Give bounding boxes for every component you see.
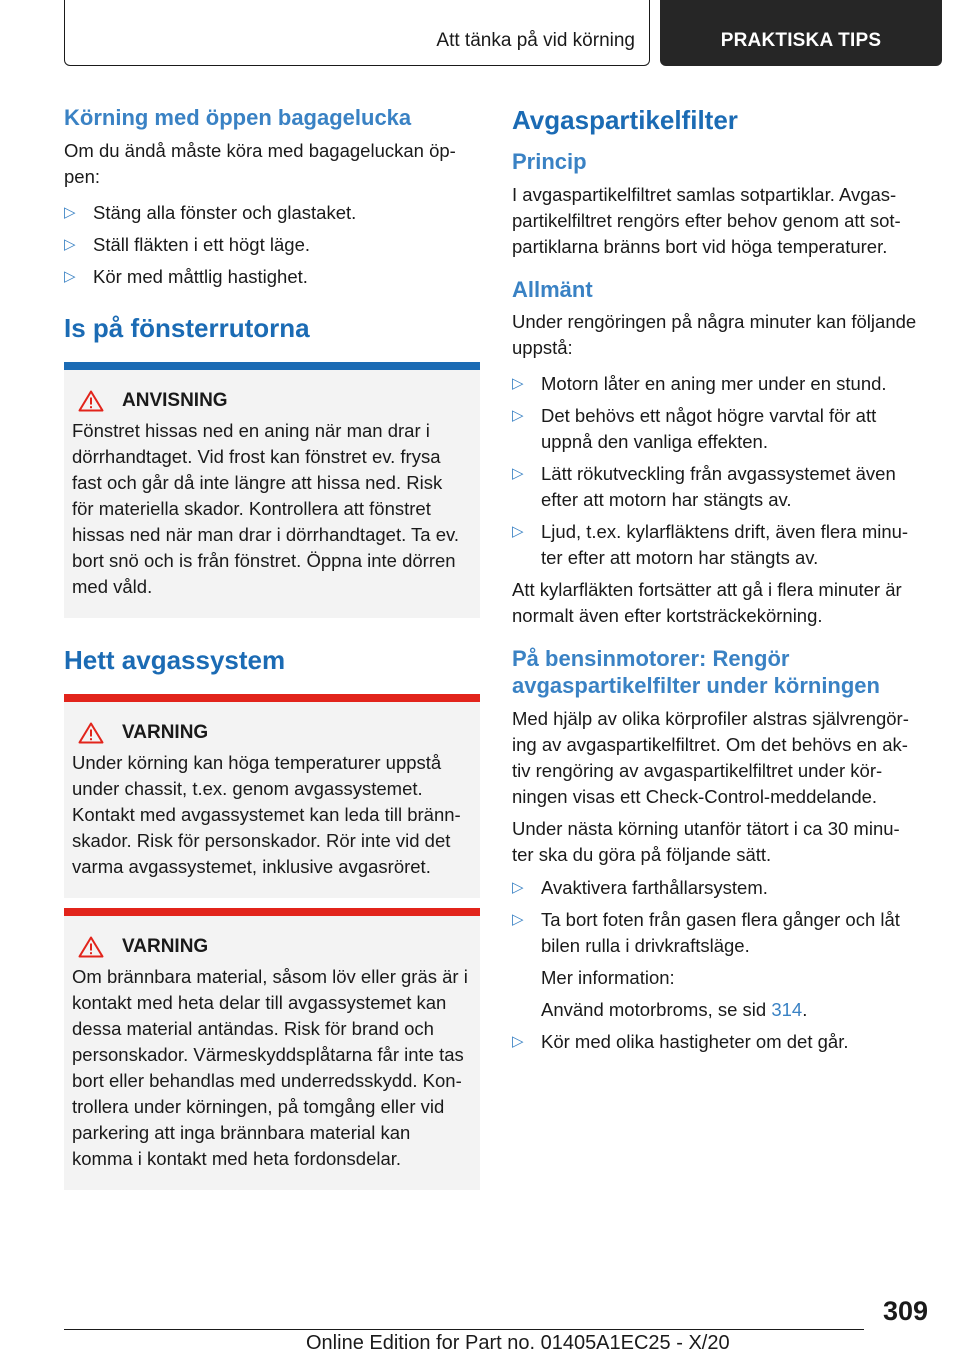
notice-title: ANVISNING: [72, 390, 472, 412]
warning-title: VARNING: [72, 936, 472, 958]
more-info-label: Mer information:: [541, 967, 675, 988]
warning-triangle-icon: [78, 390, 104, 412]
heading-open-tailgate: Körning med öppen bagagelucka: [64, 105, 412, 130]
notice-line: Fönstret hissas ned en aning när man drar i: [72, 420, 430, 441]
list-item: ▷ Ljud, t.ex. kylarfläktens drift, även flera minu- ter efter att motorn har stängts av.: [512, 521, 909, 568]
triangle-bullet-icon: ▷: [64, 204, 76, 221]
heading-particle-filter: Avgaspartikelfilter: [512, 105, 738, 135]
triangle-bullet-icon: ▷: [64, 268, 76, 285]
notice-line: bort snö och is från fönstret. Öppna inte dörren: [72, 550, 456, 571]
warning-line: Om brännbara material, såsom löv eller gräs är i: [72, 966, 468, 987]
list-item: ▷ Motorn låter en aning mer under en stund.: [512, 371, 930, 397]
notice-line: dörrhandtaget. Vid frost kan fönstret ev. frysa: [72, 446, 441, 467]
page-reference-link[interactable]: 314: [771, 999, 803, 1020]
warning-box: [64, 908, 480, 1190]
warning-line: Under körning kan höga temperaturer uppstå: [72, 752, 442, 773]
warning-line: komma i kontakt med heta fordonsdelar.: [72, 1148, 402, 1169]
list-item: ▷ Ta bort foten från gasen flera gånger och låt bilen rulla i drivkraftsläge.: [512, 909, 900, 956]
list-item: ▷ Kör med måttlig hastighet.: [64, 264, 480, 290]
warning-line: parkering att inga brännbara material kan: [72, 1122, 411, 1143]
intro-line-1: Om du ändå måste köra med bagageluckan öp-: [64, 140, 456, 161]
warning-line: under chassit, t.ex. genom avgassystemet.: [72, 778, 423, 799]
notice-line: fast och går då inte längre att hissa ned. Risk: [72, 472, 443, 493]
heading-hot-exhaust: Hett avgassystem: [64, 645, 286, 675]
triangle-bullet-icon: ▷: [512, 375, 524, 392]
chapter-tab: [64, 0, 650, 66]
heading-general: Allmänt: [512, 277, 593, 302]
footer-divider: [64, 1329, 864, 1330]
intro-line-2: pen:: [64, 166, 101, 187]
page-number: 309: [882, 1296, 928, 1326]
notice-box: [64, 362, 480, 618]
warning-triangle-icon: [78, 722, 104, 744]
edition-note: Online Edition for Part no. 01405A1EC25 - X/20: [306, 1332, 730, 1354]
left-column: [64, 100, 480, 1190]
triangle-bullet-icon: ▷: [64, 236, 76, 253]
triangle-bullet-icon: ▷: [512, 465, 524, 482]
warning-line: kontakt med heta delar till avgassystemet kan: [72, 992, 447, 1013]
warning-line: trollera under körningen, på tomgång eller vid: [72, 1096, 445, 1117]
warning-title: VARNING: [72, 722, 472, 744]
section-title: PRAKTISKA TIPS: [720, 30, 882, 51]
list-item: ▷ Avaktivera farthållarsystem.: [512, 875, 930, 901]
triangle-bullet-icon: ▷: [512, 1033, 524, 1050]
list-item: ▷ Stäng alla fönster och glastaket.: [64, 200, 480, 226]
notice-line: för materiella skador. Kontrollera att fönstret: [72, 498, 431, 519]
warning-triangle-icon: [78, 936, 104, 958]
chapter-title: Att tänka på vid körning: [436, 30, 635, 51]
warning-line: dessa material antändas. Risk för brand och: [72, 1018, 434, 1039]
warning-box: [64, 694, 480, 898]
triangle-bullet-icon: ▷: [512, 879, 524, 896]
list-item: ▷ Lätt rökutveckling från avgassystemet även efter att motorn har stängts av.: [512, 463, 896, 510]
warning-line: varma avgassystemet, inklusive avgasröret.: [72, 856, 431, 877]
warning-line: Kontakt med avgassystemet kan leda till bränn-: [72, 804, 461, 825]
triangle-bullet-icon: ▷: [512, 407, 524, 424]
triangle-bullet-icon: ▷: [512, 523, 524, 540]
right-column: Avgaspartikelfilter Princip I avgaspartikelfiltret samlas sotpartiklar. Avgas- partikelfiltret rengörs efter behov genom att sot- partiklarna bränns bort vid höga temperaturer. Allmänt Under rengöringen på några minuter kan följande uppstå: ▷ Motorn låter en aning mer under en stund. ▷ Det behövs ett något högre varvtal för att uppnå den vanliga effekten. ▷ Lätt rökutveckling från avgassystemet även efter att motorn har stängts av. ▷ Ljud, t.ex. kylarfläktens drift, även flera minu- ter efter att motorn har stängts av. Att kylarfläkten fortsätter att gå i flera minuter är normalt även efter kortsträckekörning. På bensinmotorer: Rengör avgaspartikelfilter under körningen Med hjälp av olika körprofiler alstras självrengör- ing av avgaspartikelfiltret. Om det behövs en ak- tiv rengöring av avgaspartikelfiltret under kör- ningen visas ett Check-Control-meddelande. Under nästa körning utanför tätort i ca 30 minu- ter ska du göra på följande sätt. ▷ Avaktivera farthållarsystem. ▷ Ta bort foten från gasen flera gånger och låt bilen rulla i drivkraftsläge. Mer information: Använd motorbroms, se sid 314. ▷ Kör med olika hastigheter om det går.: [512, 100, 930, 1055]
cross-reference: Använd motorbroms, se sid 314.: [541, 999, 808, 1020]
heading-petrol-engines: På bensinmotorer: Rengör avgaspartikelfilter under körningen: [512, 646, 880, 698]
notice-line: hissas ned när man drar i dörrhandtaget. Ta ev.: [72, 524, 460, 545]
list-item: ▷ Det behövs ett något högre varvtal för att uppnå den vanliga effekten.: [512, 405, 877, 452]
heading-ice-on-windows: Is på fönsterrutorna: [64, 313, 310, 343]
list-item: ▷ Kör med olika hastigheter om det går.: [512, 1029, 930, 1055]
list-item: ▷ Ställ fläkten i ett högt läge.: [64, 232, 480, 258]
heading-principle: Princip: [512, 149, 587, 174]
warning-line: personskador. Värmeskyddsplåtarna får inte tas: [72, 1044, 464, 1065]
notice-line: med våld.: [72, 576, 153, 597]
triangle-bullet-icon: ▷: [512, 911, 524, 928]
warning-line: skador. Risk för personskador. Rör inte vid det: [72, 830, 451, 851]
section-tab: [660, 0, 942, 66]
warning-line: bort eller behandlas med underredsskydd. Kon-: [72, 1070, 462, 1091]
